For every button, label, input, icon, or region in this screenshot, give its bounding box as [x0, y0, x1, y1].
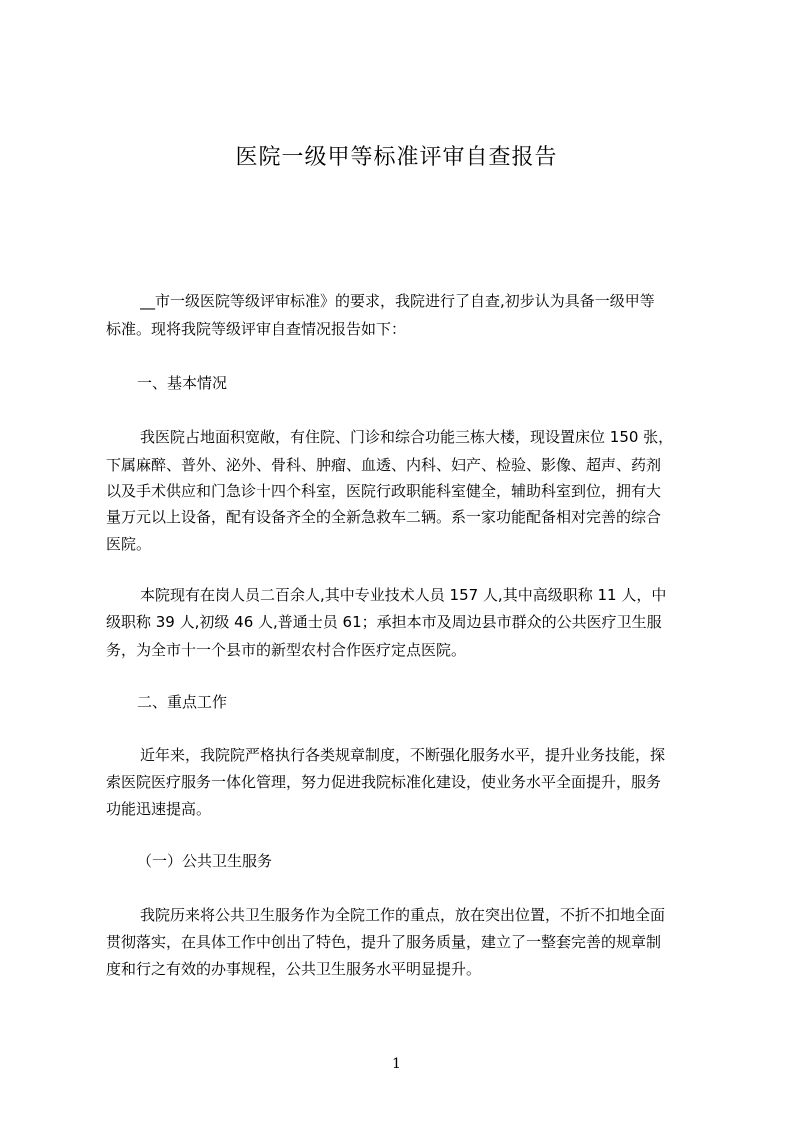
- subsection-heading-public-health: （一）公共卫生服务: [137, 852, 273, 870]
- paragraph-line: 索医院医疗服务一体化管理，努力促进我院标准化建设，使业务水平全面提升，服务: [106, 773, 662, 791]
- paragraph-line: 以及手术供应和门急诊十四个科室，医院行政职能科室健全，辅助科室到位，拥有大: [106, 482, 662, 500]
- paragraph-line: 级职称 39 人,初级 46 人,普通士员 61；承担本市及周边县市群众的公共医疗卫生服: [106, 613, 662, 631]
- section-heading-key-work: 二、重点工作: [137, 693, 228, 711]
- paragraph-line: 务，为全市十一个县市的新型农村合作医疗定点医院。: [106, 641, 467, 659]
- paragraph-line: 度和行之有效的办事规程，公共卫生服务水平明显提升。: [106, 960, 482, 978]
- paragraph-line: 医院。: [106, 535, 152, 553]
- paragraph-line: 下属麻醉、普外、泌外、骨科、肿瘤、血透、内科、妇产、检验、影像、超声、药剂: [106, 456, 662, 474]
- intro-line-1: __市一级医院等级评审标准》的要求，我院进行了自查,初步认为具备一级甲等: [140, 292, 655, 310]
- intro-line-2: 标准。现将我院等级评审自查情况报告如下：: [106, 320, 407, 338]
- section-heading-basic-info: 一、基本情况: [137, 374, 228, 392]
- document-title: 医院一级甲等标准评审自查报告: [235, 145, 558, 170]
- paragraph-line: 功能迅速提高。: [106, 800, 212, 818]
- paragraph-line: 量万元以上设备，配有设备齐全的全新急救车二辆。系一家功能配备相对完善的综合: [106, 508, 662, 526]
- paragraph-line: 我医院占地面积宽敞，有住院、门诊和综合功能三栋大楼，现设置床位 150 张，: [140, 428, 674, 446]
- paragraph-line: 本院现有在岗人员二百余人,其中专业技术人员 157 人,其中高级职称 11 人，中: [140, 586, 667, 604]
- paragraph-line: 贯彻落实，在具体工作中创出了特色，提升了服务质量，建立了一整套完善的规章制: [106, 933, 662, 951]
- paragraph-line: 我院历来将公共卫生服务作为全院工作的重点，放在突出位置，不折不扣地全面: [140, 906, 666, 924]
- paragraph-line: 近年来，我院院严格执行各类规章制度，不断强化服务水平，提升业务技能，探: [140, 746, 666, 764]
- page-number: 1: [392, 1056, 401, 1072]
